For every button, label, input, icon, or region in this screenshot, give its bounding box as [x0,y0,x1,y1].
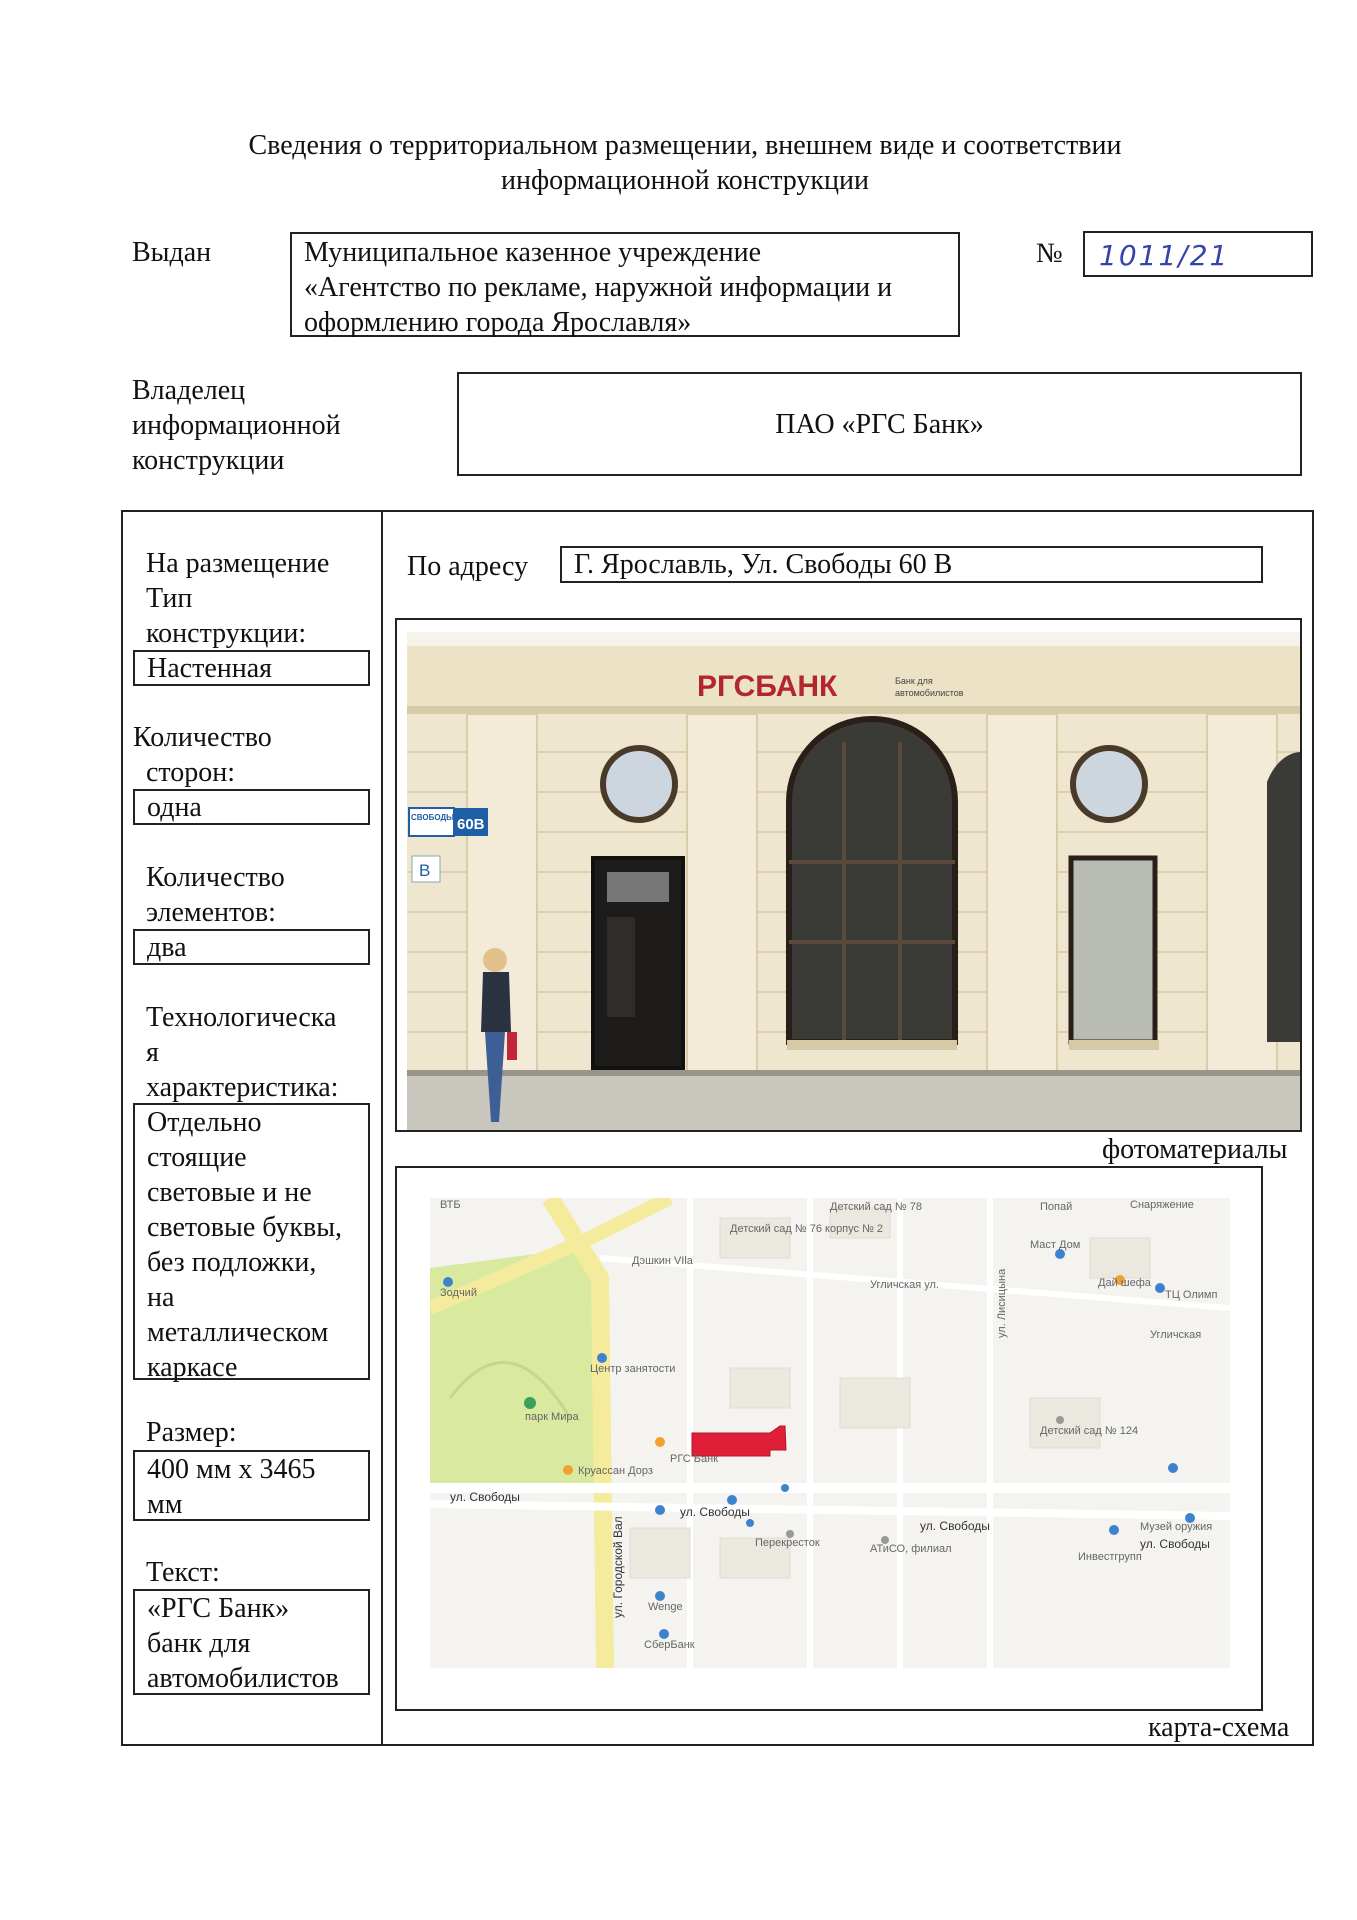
owner-label-line-2: информационной [132,410,341,441]
location-map [430,1198,1230,1668]
sign-subtext-1: Банк для [895,676,933,686]
map-label-uglichskaya2: Угличская [1150,1329,1202,1341]
map-label-uglichskaya: Угличская ул. [870,1279,939,1291]
page-title [150,128,1220,198]
map-label-sberbank: СберБанк [644,1639,695,1651]
map-label-croissant: Круассан Дорз [578,1465,653,1477]
map-label-museum: Музей оружия [1140,1521,1213,1533]
issued-label: Выдан [132,237,212,268]
tech-box [133,1103,370,1383]
tech-value-line-1: Отдельно [147,1107,262,1138]
house-number: 60В [457,816,485,833]
tech-value-line-8: каркасе [147,1352,238,1383]
tech-value-line-3: световые и не [147,1177,312,1208]
placement-line-3: конструкции: [146,618,307,649]
size-value-line-2: мм [147,1489,183,1520]
tech-value-line-4: световые буквы, [147,1212,343,1243]
address-box [560,546,1263,583]
sign-subtext-2: автомобилистов [895,688,964,698]
tech-value-line-5: без подложки, [147,1247,317,1278]
address-label: По адресу [407,551,529,582]
column-divider [381,510,383,1746]
text-value-line-1: «РГС Банк» [147,1593,290,1624]
map-label-kindergarten78: Детский сад № 78 [830,1201,922,1213]
placement-line-2: Тип [146,583,193,614]
letter-plate: В [419,861,431,880]
elements-box [133,929,370,965]
map-label-svobody-4: ул. Свободы [1140,1537,1210,1551]
map-label-svobody-1: ул. Свободы [450,1490,520,1504]
sides-value: одна [147,792,202,823]
placement-line-1: На размещение [146,548,330,579]
title-line-1: Сведения о территориальном размещении, внешнем виде и соответствии [248,130,1122,161]
tech-line-3: характеристика: [146,1072,339,1103]
map-label-mastdom: Маст Дом [1030,1239,1081,1251]
elements-label [146,860,285,930]
map-label-kindergarten76: Детский сад № 76 корпус № 2 [730,1223,884,1235]
street-plate-name: СВОБОДЫ [411,813,454,822]
issuer-line-1: Муниципальное казенное учреждение [304,237,762,268]
tech-value-line-7: металлическом [147,1317,329,1348]
owner-label-line-3: конструкции [132,445,285,476]
street-plate [409,808,488,836]
tech-value-line-2: стоящие [147,1142,247,1173]
issuer-box [290,232,960,337]
map-label-donuts: Дэшкин VIla [632,1255,693,1267]
map-label-employment: Центр занятости [590,1363,676,1375]
text-box [133,1589,370,1695]
title-line-2: информационной конструкции [501,165,869,196]
map-label-svobody-2: ул. Свободы [680,1505,750,1519]
map-label-perekrestok: Перекресток [755,1537,820,1549]
owner-box [457,372,1302,476]
owner-label [132,373,341,478]
text-value-line-2: банк для [147,1628,251,1659]
photo-caption: фотоматериалы [1102,1134,1288,1165]
text-value-line-3: автомобилистов [147,1663,339,1694]
issuer-line-3: оформлению города Ярославля» [304,307,692,338]
size-value-line-1: 400 мм х 3465 [147,1454,316,1485]
text-label: Текст: [146,1557,220,1588]
tech-line-2: я [146,1037,159,1068]
tech-value-line-6: на [147,1282,175,1313]
placement-label [146,546,329,651]
owner-label-line-1: Владелец [132,375,246,406]
map-label-lisitsyna: ул. Лисицына [996,1268,1008,1338]
map-label-zoo: Зодчий [440,1287,477,1299]
elements-line-1: Количество [146,862,285,893]
map-label-park: парк Мира [525,1411,579,1423]
owner-value: ПАО «РГС Банк» [775,408,984,440]
park-area [430,1248,605,1488]
tech-line-1: Технологическа [146,1002,337,1033]
map-label-kindergarten124: Детский сад № 124 [1040,1425,1139,1437]
map-label-invest: Инвестгрупп [1078,1551,1142,1563]
map-label-wenge: Wenge [648,1601,683,1613]
map-label-svobody-3: ул. Свободы [920,1519,990,1533]
map-label-gorodskoy-val: ул. Городской Вал [611,1516,625,1618]
map-label-atrium: АТиСО, филиал [870,1543,952,1555]
number-sign: № [1036,238,1063,269]
map-caption: карта-схема [1148,1712,1290,1743]
sides-line-1: Количество [133,722,272,753]
elements-line-2: элементов: [146,897,276,928]
map-label-daishefa: Дай шефа [1098,1277,1151,1289]
tech-label [146,1000,338,1105]
type-value: Настенная [147,653,273,684]
sign-text: РГСБАНК [697,670,838,703]
size-box [133,1450,370,1521]
sides-label [133,720,272,790]
size-label: Размер: [146,1417,237,1448]
type-box [133,650,370,686]
address-value: Г. Ярославль, Ул. Свободы 60 В [574,549,953,580]
document-number: 1011/21 [1099,239,1230,272]
map-label-vtb: ВТБ [440,1199,461,1211]
issuer-line-2: «Агентство по рекламе, наружной информации и [304,272,893,303]
map-label-snaryazhenie: Снаряжение [1130,1199,1194,1211]
sides-box [133,789,370,825]
sides-line-2: сторон: [146,757,236,788]
map-label-tcolimp: ТЦ Олимп [1165,1289,1218,1301]
elements-value: два [147,932,187,963]
map-label-popeye: Попай [1040,1201,1073,1213]
map-label-rgs: РГС Банк [670,1453,719,1465]
building-photo [407,632,1300,1130]
number-box [1083,231,1313,277]
